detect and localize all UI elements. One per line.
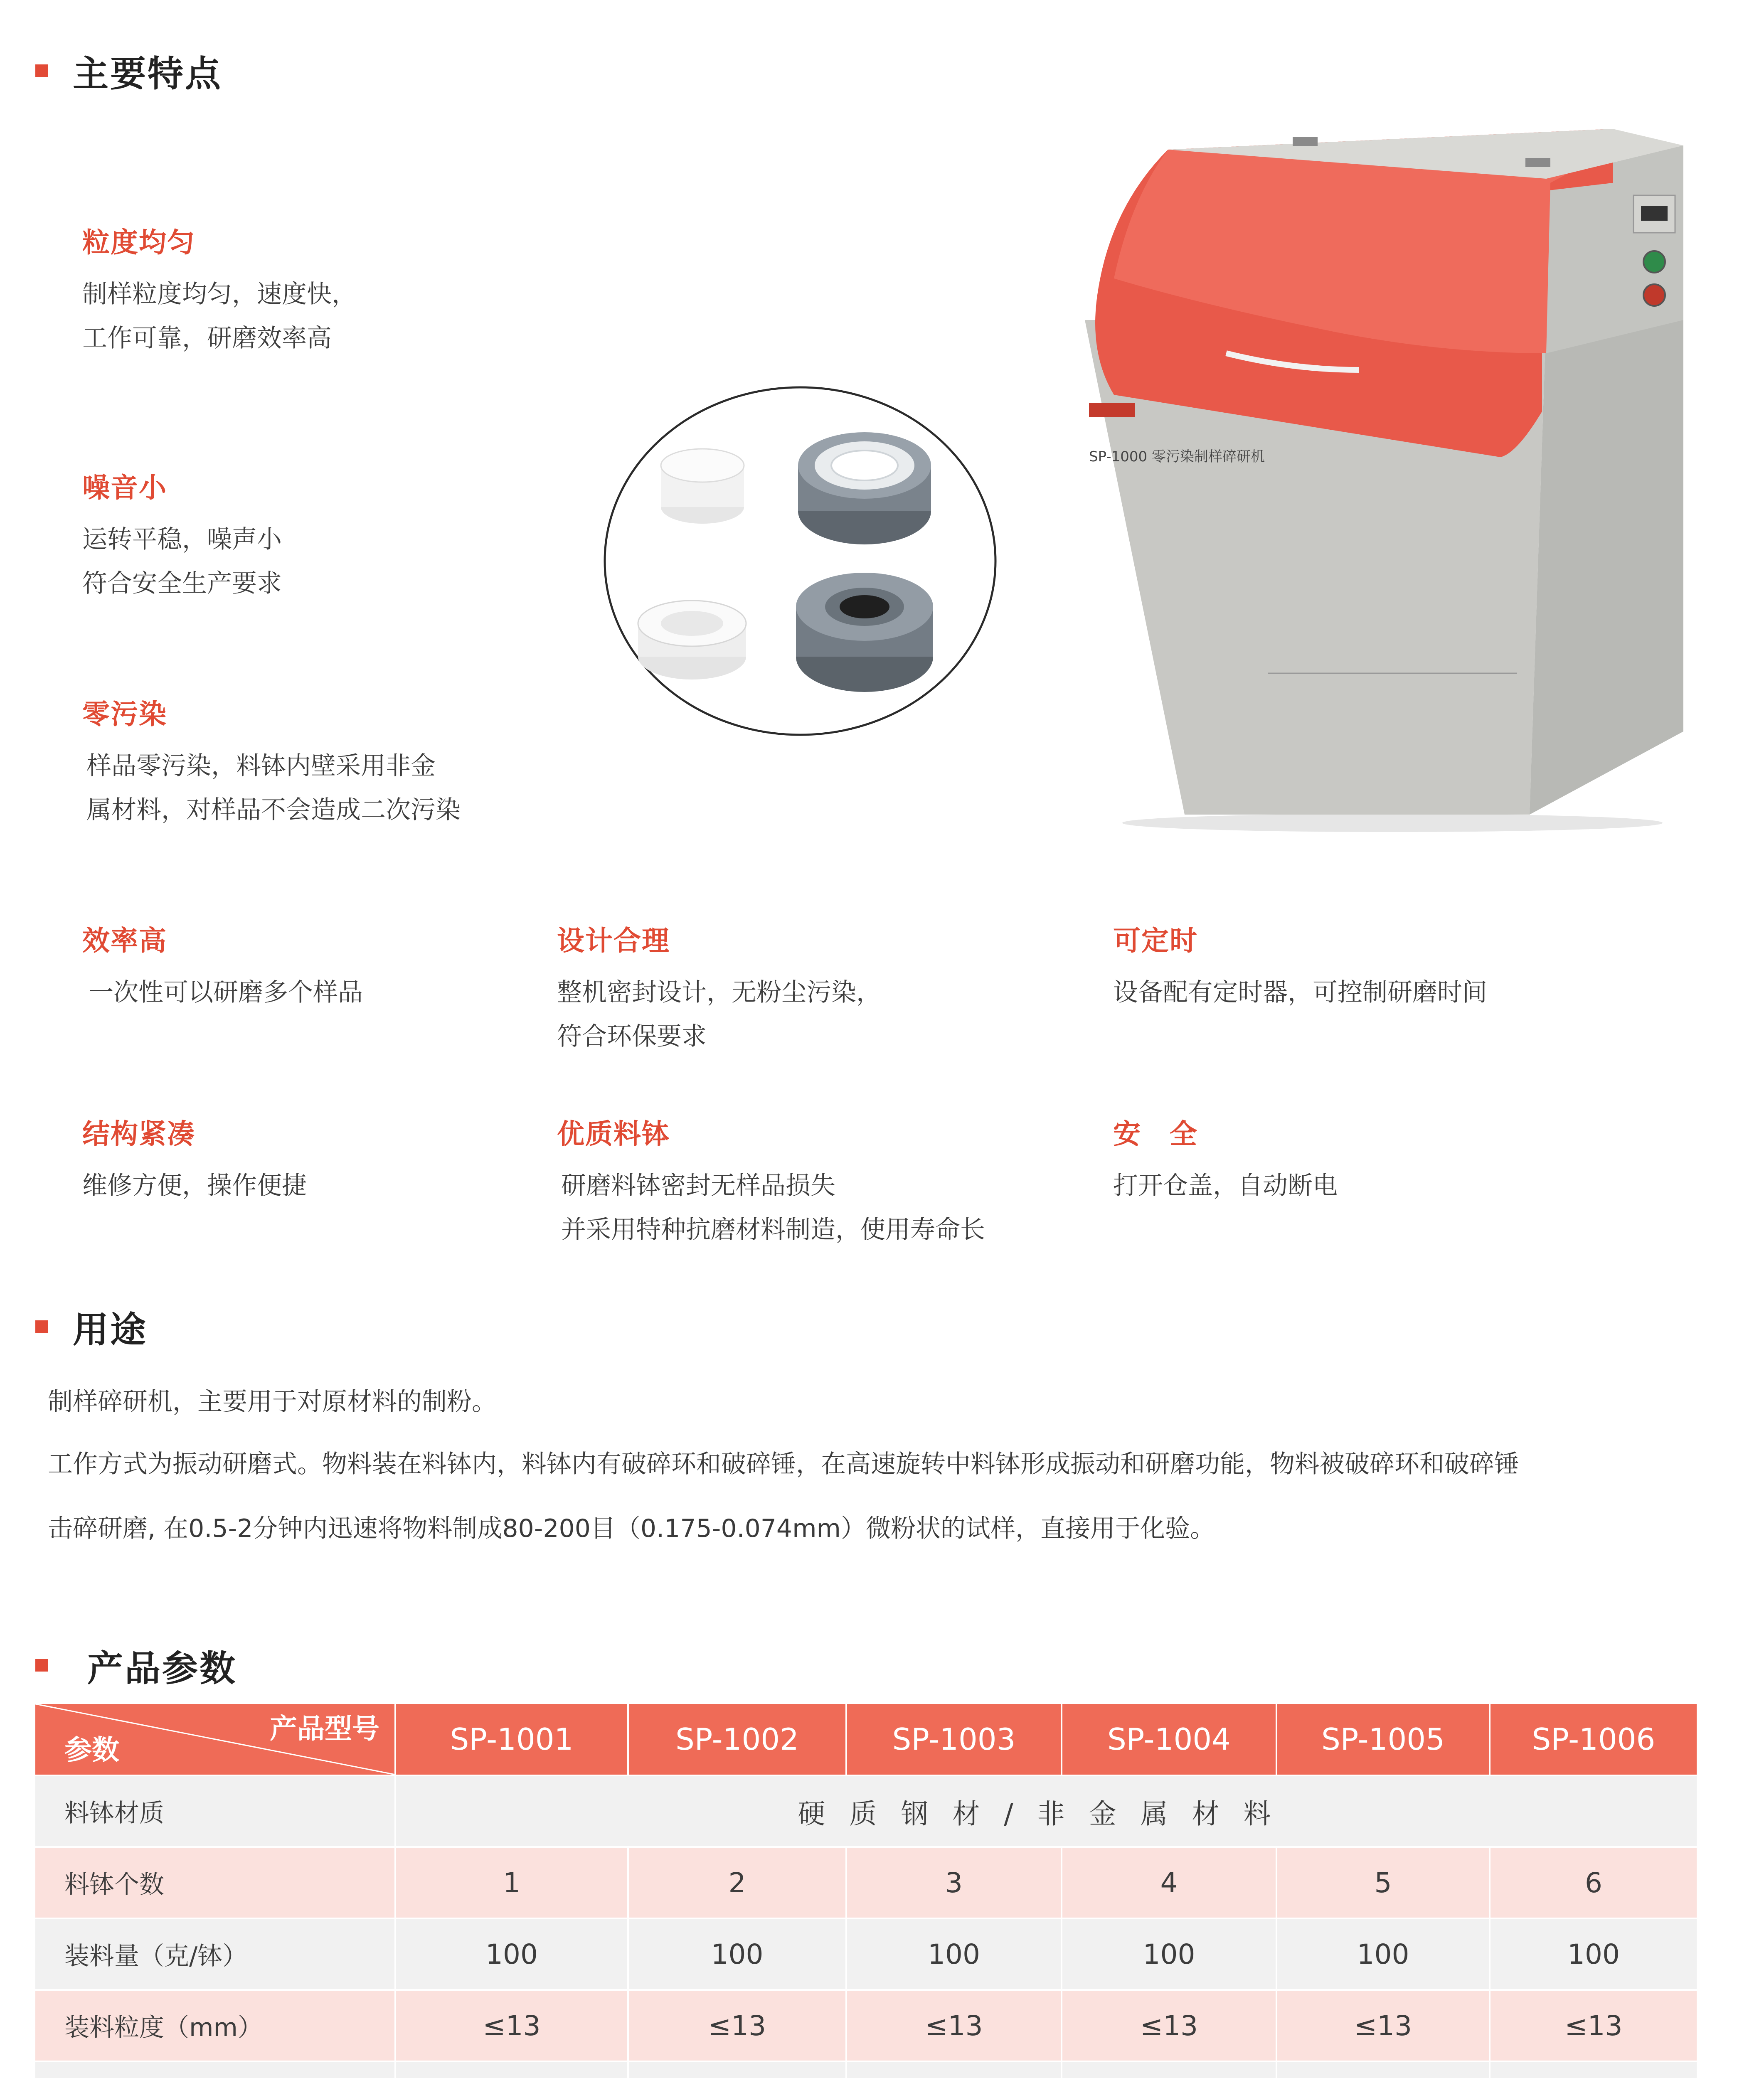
table-cell: 1 (395, 1847, 628, 1918)
feature-desc-line: 打开仓盖，自动断电 (1113, 1171, 1338, 1200)
feature-title: 效率高 (82, 925, 167, 957)
feature-title: 结构紧凑 (82, 1118, 195, 1150)
row-label: 料钵材质 (35, 1775, 395, 1847)
row-label (35, 2061, 395, 2078)
feature-title: 可定时 (1113, 925, 1198, 957)
row-label: 装料粒度（mm） (35, 1990, 395, 2061)
table-cell: 100 (395, 1918, 628, 1990)
model-header: SP-1005 (1276, 1704, 1490, 1775)
feature-desc-line: 样品零污染，料钵内壁采用非金 (86, 751, 436, 780)
corner-label-param: 参数 (64, 1734, 119, 1766)
feature-desc-line: 维修方便，操作便捷 (82, 1171, 307, 1200)
feature-item (1113, 918, 1487, 1014)
section-title: 主要特点 (73, 53, 222, 95)
table-cell: 100 (1490, 1918, 1697, 1990)
feature-desc-line: 设备配有定时器，可控制研磨时间 (1113, 978, 1487, 1007)
feature-desc-line: 一次性可以研磨多个样品 (89, 978, 363, 1007)
model-header: SP-1004 (1062, 1704, 1276, 1775)
feature-item (82, 692, 461, 832)
table-cell: ≤13 (846, 1990, 1062, 2061)
usage-line: 制样碎研机，主要用于对原材料的制粉。 (48, 1387, 497, 1416)
model-header: SP-1003 (846, 1704, 1062, 1775)
usage-line: 击碎研磨, 在0.5-2分钟内迅速将物料制成80-200目（0.175-0.074mm）微粉状的试样，直接用于化验。 (48, 1514, 1215, 1543)
table-cell: 4 (1062, 1847, 1276, 1918)
model-header: SP-1001 (395, 1704, 628, 1775)
section-title: 用途 (73, 1309, 148, 1351)
section-marker-icon (35, 64, 48, 77)
table-cell: 6 (1490, 1847, 1697, 1918)
table-row (35, 1990, 1697, 2061)
feature-desc-line: 制样粒度均匀，速度快， (82, 280, 357, 309)
feature-item (557, 1112, 985, 1252)
feature-item (1113, 1112, 1338, 1208)
row-label: 装料量（克/钵） (35, 1918, 395, 1990)
gray-bowl-open (798, 432, 931, 544)
section-heading-features (35, 45, 222, 96)
table-row (35, 1847, 1697, 1918)
feature-desc-line: 整机密封设计，无粉尘污染， (557, 978, 881, 1007)
table-cell: ≤13 (628, 1990, 846, 2061)
feature-desc-line: 属材料，对样品不会造成二次污染 (86, 795, 461, 825)
table-cell: 5 (1276, 1847, 1490, 1918)
spec-table-body (35, 1847, 1697, 2078)
table-cell (395, 2061, 628, 2078)
feature-desc-line: 运转平稳，噪声小 (82, 525, 282, 554)
section-heading-params (35, 1640, 237, 1691)
feature-title: 噪音小 (82, 472, 167, 504)
feature-desc-line: 符合安全生产要求 (82, 569, 282, 598)
material-value: 硬质钢材/非金属材料 (395, 1775, 1697, 1847)
model-header: SP-1006 (1490, 1704, 1697, 1775)
model-header: SP-1002 (628, 1704, 846, 1775)
table-cell (1276, 2061, 1490, 2078)
section-marker-icon (35, 1659, 48, 1672)
table-cell: ≤13 (1490, 1990, 1697, 2061)
table-cell: 100 (628, 1918, 846, 1990)
feature-item (82, 918, 363, 1014)
table-cell (846, 2061, 1062, 2078)
white-ring (638, 601, 746, 680)
white-puck (661, 449, 744, 524)
table-row (35, 1775, 1697, 1847)
feature-desc-line: 研磨料钵密封无样品损失 (561, 1171, 835, 1200)
feature-desc-line: 符合环保要求 (557, 1022, 707, 1051)
table-cell (1062, 2061, 1276, 2078)
table-cell: 100 (846, 1918, 1062, 1990)
feature-title: 粒度均匀 (82, 227, 195, 259)
gray-bowl-closed (796, 573, 933, 692)
table-corner-cell (35, 1704, 395, 1775)
row-label: 料钵个数 (35, 1847, 395, 1918)
feature-title: 优质料钵 (557, 1118, 670, 1150)
section-title: 产品参数 (87, 1648, 237, 1689)
table-cell: 3 (846, 1847, 1062, 1918)
feature-title: 设计合理 (557, 925, 670, 957)
feature-desc-line: 工作可靠，研磨效率高 (82, 324, 332, 353)
feature-item (557, 918, 881, 1059)
table-cell: ≤13 (1062, 1990, 1276, 2061)
table-cell (628, 2061, 846, 2078)
feature-item (82, 1112, 307, 1208)
table-cell: 100 (1276, 1918, 1490, 1990)
table-row (35, 1918, 1697, 1990)
feature-title: 零污染 (82, 698, 167, 730)
table-header-row (35, 1704, 1697, 1775)
machine-model-label: SP-1000 零污染制样碎研机 (1089, 448, 1265, 465)
table-cell: ≤13 (395, 1990, 628, 2061)
section-marker-icon (35, 1320, 48, 1333)
feature-item (82, 465, 282, 606)
table-cell: 100 (1062, 1918, 1276, 1990)
table-cell: 2 (628, 1847, 846, 1918)
grinder-machine-image (1060, 121, 1717, 835)
table-cell: ≤13 (1276, 1990, 1490, 2061)
feature-desc-line: 并采用特种抗磨材料制造，使用寿命长 (561, 1215, 985, 1244)
section-heading-usage (35, 1301, 148, 1352)
grinding-bowls-inset (599, 382, 1002, 740)
feature-title: 安 全 (1113, 1118, 1198, 1150)
table-row (35, 2061, 1697, 2078)
feature-item (82, 220, 357, 360)
spec-table (35, 1704, 1698, 2078)
table-cell (1490, 2061, 1697, 2078)
usage-line: 工作方式为振动研磨式。物料装在料钵内，料钵内有破碎环和破碎锤，在高速旋转中料钵形成振动和研磨功能，物料被破碎环和破碎锤 (48, 1450, 1519, 1479)
corner-label-model: 产品型号 (270, 1713, 379, 1745)
